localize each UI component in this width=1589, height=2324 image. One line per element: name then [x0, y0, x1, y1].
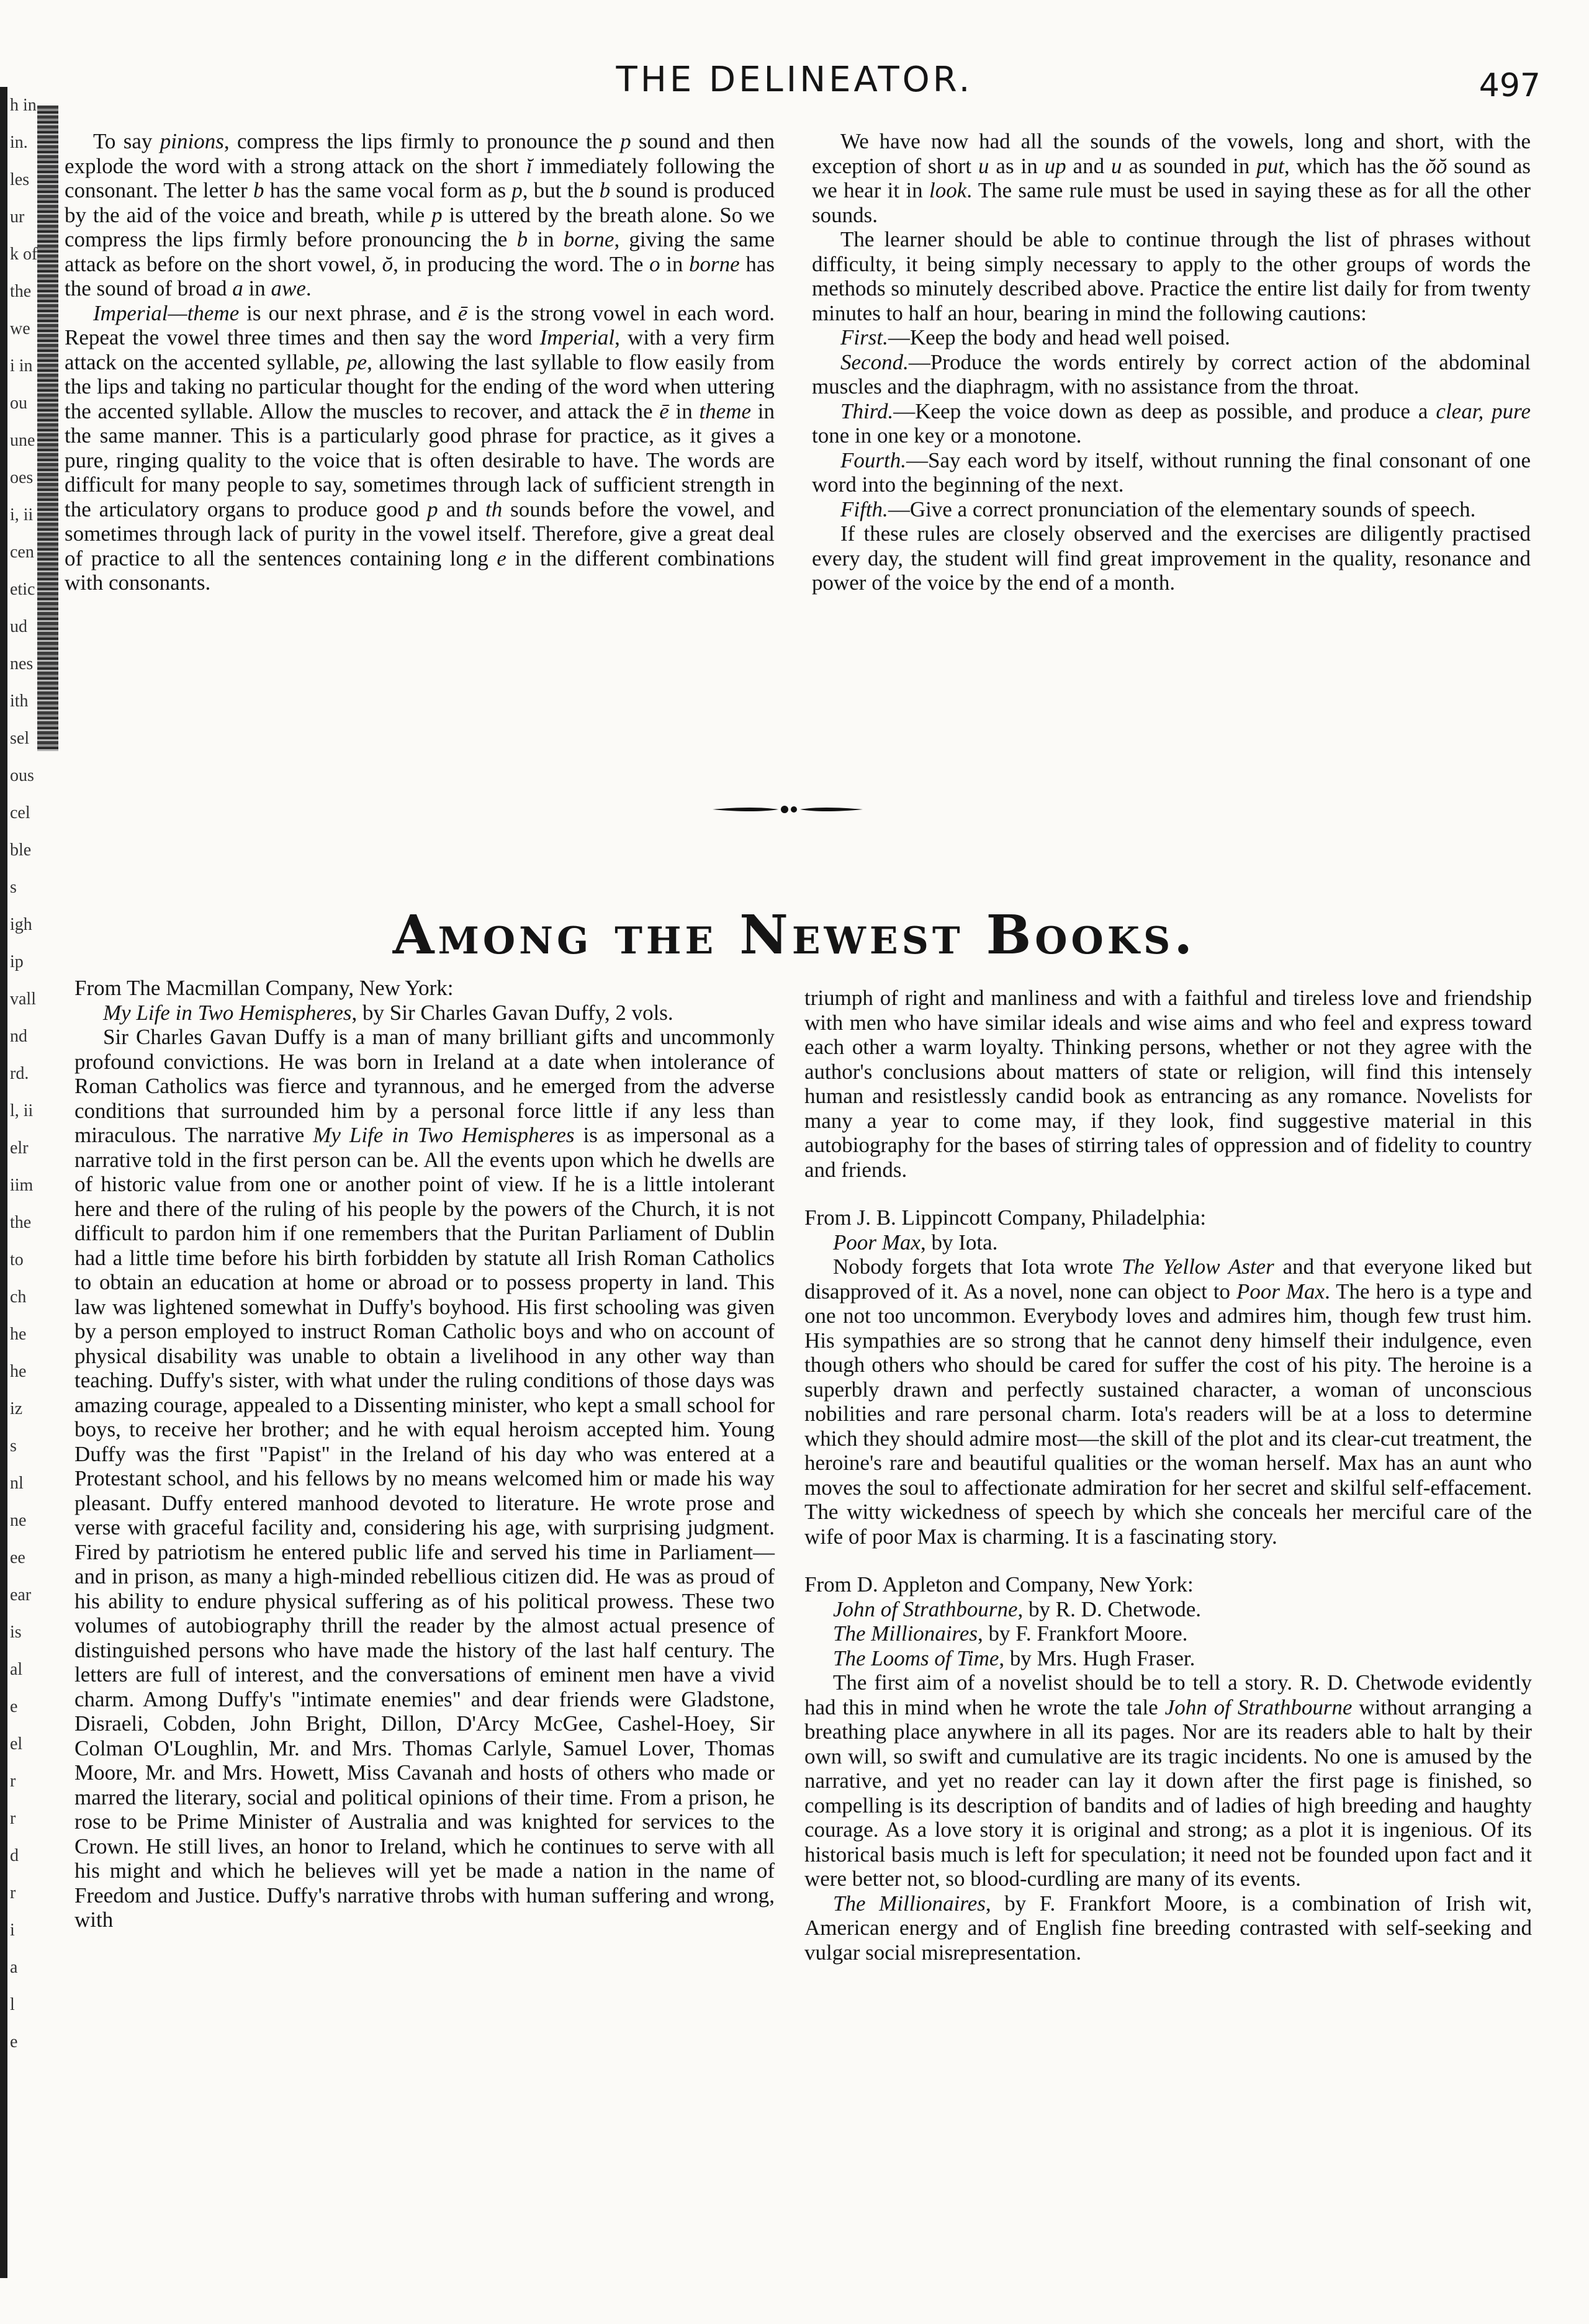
article-paragraph: The learner should be able to continue through the list of phrases without difficulty, it being simply necessary to apply to the other groups of words the methods so minutely described above. Practice the entire list daily for from twenty minutes to half an hour, bearing in mind the following cautions:	[812, 227, 1531, 325]
italic-text: The Yellow Aster	[1122, 1254, 1274, 1279]
section-heading: Among the Newest Books.	[392, 903, 1197, 966]
fragment-text: oes	[10, 468, 34, 487]
italic-text: Poor Max	[833, 1230, 921, 1254]
fragment-text: rd.	[10, 1064, 29, 1083]
book-title-line: My Life in Two Hemispheres, by Sir Charles Gavan Duffy, 2 vols.	[103, 1000, 673, 1025]
italic-text: ĭ	[526, 153, 533, 178]
voice-article-column-right	[812, 129, 1531, 595]
fragment-text: ble	[10, 840, 32, 860]
fragment-text: the	[10, 1213, 32, 1232]
fragment-text: he	[10, 1325, 27, 1344]
italic-text: pe	[346, 349, 367, 374]
article-paragraph: We have now had all the sounds of the vowels, long and short, with the exception of short u as in up and u as sounded in put, which has the ŏŏ sound as we hear it in look. The same rule must be used in saying these as for all the other sounds.	[812, 129, 1531, 227]
fragment-text: l, ii	[10, 1101, 34, 1120]
italic-text: Fourth.	[840, 448, 906, 472]
italic-text: awe	[271, 276, 306, 300]
fragment-text: sel	[10, 729, 30, 748]
article-paragraphs	[812, 129, 1531, 595]
italic-text: up	[1044, 153, 1066, 178]
italic-text: b	[599, 178, 611, 202]
publisher-line: From J. B. Lippincott Company, Philadelphia:	[804, 1205, 1207, 1230]
magazine-title: THE DELINEATOR.	[616, 60, 973, 100]
voice-article-column-left	[65, 129, 775, 595]
fragment-text: i	[10, 1921, 15, 1940]
fragment-text: the	[10, 282, 32, 301]
fragment-text: al	[10, 1660, 23, 1679]
italic-text: My Life in Two Hemispheres	[313, 1123, 575, 1147]
review-paragraph: Sir Charles Gavan Duffy is a man of many brilliant gifts and uncommonly profound convictions. He was born in Ireland at a date when intolerance of Roman Catholics was fierce and tyrannous, and he emerged from the adverse conditions that surrounded him by a personal force little if any less than miraculous. The narrative My Life in Two Hemispheres is as impersonal as a narrative told in the first person can be. All the events upon which he dwells are of historic value from one or another point of view. If he is a little intolerant here and there of the ruling of his people by the powers of the Church, it is not difficult to pardon him if one remembers that the Puritan Parliament of Dublin had a little time before his birth forbidden by statute all Irish Roman Catholics to obtain an education at home or abroad or to possess property in land. This law was lightened somewhat in Duffy's boyhood. His first schooling was given by a person employed to instruct Roman Catholic boys and who on account of physical disability was unable to obtain a livelihood in any other way than teaching. Duffy's sister, with what under the ruling conditions of those days was amazing courage, appealed to a Dissenting minister, who kept a small school for boys, to receive her brother; and he with equal heroism accepted him. Young Duffy was the first "Papist" in the Ireland of his day who was entered at a Protestant school, and his fellows by no means welcomed him or made his way pleasant. Duffy entered manhood devoted to literature. He wrote prose and verse with graceful facility and, considering his age, with surprising judgment. Fired by patriotism he entered public life and served his time in Parliament—and in prison, as many a high-minded rebellious citizen did. He was as proud of his ability to endure physical suffering as of his political prowess. These two volumes of autobiography thrill the reader by the almost actual presence of distinguished persons who have made the history of the last half century. The letters are full of interest, and the conversations of eminent men have a vivid charm. Among Duffy's "intimate enemies" and dear friends were Gladstone, Disraeli, Cobden, John Bright, Dillon, D'Arcy McGee, Cashel-Hoey, Sir Colman O'Loughlin, Mr. and Mrs. Thomas Carlyle, Samuel Lover, Thomas Moore, Mr. and Mrs. Howett, Miss Cavanah and hosts of others who made or marred the literary, social and political opinions of their time. From a prison, he rose to be Prime Minister of Australia and was knighted for services to the Crown. He still lives, an honor to Ireland, which he continues to serve with all his might and which he believes will yet be made a nation in the name of Freedom and Justice. Duffy's narrative throbs with human suffering and wrong, with	[74, 1025, 775, 1932]
fragment-text: igh	[10, 915, 32, 934]
article-paragraph: If these rules are closely observed and the exercises are diligently practised every day, the student will find great improvement in the quality, resonance and power of the voice by the end of a month.	[812, 521, 1531, 595]
review-paragraph: The Millionaires, by F. Frankfort Moore, is a combination of Irish wit, American energy and of English fine breeding contrasted with self-seeking and vulgar social misrepresentation.	[804, 1891, 1532, 1965]
article-paragraph: Fifth.—Give a correct pronunciation of the elementary sounds of speech.	[840, 497, 1476, 521]
italic-text: e	[497, 546, 506, 570]
fragment-text: ith	[10, 691, 29, 711]
fragment-text: k of	[10, 245, 38, 264]
article-paragraphs	[65, 129, 775, 595]
fragment-text: etic	[10, 580, 35, 599]
book-title-line: The Millionaires, by F. Frankfort Moore.	[833, 1621, 1188, 1646]
article-paragraph: Third.—Keep the voice down as deep as possible, and produce a clear, pure tone in one key or a monotone.	[812, 399, 1531, 448]
italic-text: ē	[457, 300, 468, 325]
fragment-text: he	[10, 1362, 27, 1381]
book-title-line: Poor Max, by Iota.	[833, 1230, 998, 1254]
book-reviews-column-right	[804, 986, 1532, 1965]
fragment-text: d	[10, 1846, 19, 1865]
article-paragraph: Imperial—theme is our next phrase, and ē is the strong vowel in each word. Repeat the vowel three times and then say the word Imperial, with a very firm attack on the accented syllable, pe, allowing the last syllable to flow easily from the lips and taking no particular thought for the ending of the word when uttering the accented syllable. Allow the muscles to recover, and attack the ē in theme in the same manner. This is a particularly good phrase for practice, as it gives a pure, ringing quality to the voice that is often desirable to have. The words are difficult for many people to say, sometimes through lack of sufficient strength in the articulatory organs to produce good p and th sounds before the vowel, and sometimes through lack of purity in the vowel itself. Therefore, give a great deal of practice to all the sentences containing long e in the different combinations with consonants.	[65, 300, 775, 595]
italic-text: u	[978, 153, 989, 178]
fragment-text: vall	[10, 989, 36, 1009]
fragment-text: e	[10, 2032, 18, 2052]
italic-text: p	[511, 178, 523, 202]
italic-text: b	[516, 227, 528, 251]
italic-text: a	[232, 276, 243, 300]
fragment-text: iim	[10, 1176, 34, 1195]
fragment-text: une	[10, 431, 35, 450]
fragment-text: e	[10, 1697, 18, 1716]
italic-text: Second.	[840, 349, 909, 374]
fragment-text: ear	[10, 1585, 32, 1605]
italic-text: ē	[659, 399, 669, 423]
book-title-line: John of Strathbourne, by R. D. Chetwode.	[833, 1597, 1202, 1621]
fragment-text: nes	[10, 654, 34, 673]
fragment-text: el	[10, 1734, 23, 1754]
fragment-text: ne	[10, 1511, 27, 1530]
italic-text: Fifth.	[840, 497, 888, 521]
article-paragraph: Second.—Produce the words entirely by correct action of the abdominal muscles and the diaphragm, with no assistance from the throat.	[812, 349, 1531, 399]
fragment-text: ud	[10, 617, 27, 636]
page-number: 497	[1479, 67, 1541, 104]
publisher-line: From D. Appleton and Company, New York:	[804, 1572, 1194, 1597]
review-paragraph: Nobody forgets that Iota wrote The Yellow Aster and that everyone liked but disapproved of it. As a novel, none can object to Poor Max. The hero is a type and one not too uncommon. Everybody loves and admires him, though few trust him. His sympathies are so strong that he cannot deny himself their indulgence, even though others who should be cared for suffer the cost of his pity. The heroine is a superbly drawn and perfectly sustained character, a woman of unconscious nobilities and rare personal charm. Iota's readers will be at a loss to determine which they should admire most—the skill of the plot and its clear-cut treatment, the heroine's rare and beautiful qualities or the woman herself. Max has an aunt who moves the soul to affectionate admiration for her secret and skilful self-effacement. The witty wickedness of speech by which she conceals her merciful care of the wife of poor Max is charming. It is a fascinating story.	[804, 1254, 1533, 1549]
article-paragraph: To say pinions, compress the lips firmly to pronounce the p sound and then explode the word with a strong attack on the short ĭ immediately following the consonant. The letter b has the same vocal form as p, but the b sound is produced by the aid of the voice and breath, while p is uttered by the breath alone. So we compress the lips firmly before pronouncing the b in borne, giving the same attack as before on the short vowel, ŏ, in producing the word. The o in borne has the sound of broad a in awe.	[65, 129, 775, 300]
italic-text: o	[649, 251, 660, 276]
italic-text: p	[620, 129, 631, 153]
fragment-text: is	[10, 1623, 22, 1642]
article-paragraph: First.—Keep the body and head well poised.	[840, 325, 1230, 349]
italic-text: th	[485, 497, 503, 521]
fragment-text: ch	[10, 1287, 27, 1307]
fragment-text: s	[10, 1436, 17, 1456]
fragment-text: r	[10, 1883, 16, 1903]
italic-text: ŏ	[382, 251, 394, 276]
italic-text: p	[431, 202, 443, 227]
review-continuation: triumph of right and manliness and with a faithful and tireless love and friendship with men who have similar ideals and wise aims and who feel and express toward each other a warm loyalty. Thinking persons, whether or not they agree with the author's conclusions about matters of state or religion, will find this intensely human and resistlessly candid book as entrancing as any romance. Novelists for many a year to come may, if they look, find suggestive material in this autobiography for the bases of stirring tales of oppression and of fidelity to country and friends.	[804, 986, 1532, 1182]
italic-text: Third.	[840, 399, 894, 423]
fragment-text: ur	[10, 207, 25, 227]
italic-text: borne	[689, 251, 740, 276]
italic-text: put	[1256, 153, 1284, 178]
fragment-text: cen	[10, 543, 34, 562]
italic-text: Imperial—theme	[93, 300, 240, 325]
review-paragraph: The first aim of a novelist should be to tell a story. R. D. Chetwode evidently had this in mind when he wrote the tale John of Strathbourne without arranging a breathing place anywhere in all its pages. Nor are its readers able to halt by their own will, so swift and cumulative are its tragic incidents. No one is amused by the narrative, and yet no reader can lay it down after the first page is finished, so compelling is its description of bandits and of ladies of high breeding and haughty courage. As a love story it is original and strong; as a plot it is ingenious. Of its historical basis much is left for speculation; it need not be founded upon fact and it were better not, so blood-curdling are many of its events.	[804, 1670, 1532, 1891]
gutter-shadow	[37, 106, 58, 751]
italic-text: borne	[563, 227, 614, 251]
publisher-line: From The Macmillan Company, New York:	[74, 976, 454, 1000]
italic-text: b	[253, 178, 264, 202]
italic-text: First.	[840, 325, 888, 349]
fragment-text: elr	[10, 1138, 29, 1158]
fragment-text: l	[10, 1995, 15, 2014]
italic-text: The Millionaires	[833, 1891, 986, 1916]
italic-text: The Looms of Time	[833, 1646, 999, 1670]
fragment-text: r	[10, 1772, 16, 1791]
review-paragraphs	[804, 1670, 1532, 1965]
fragment-text: i in	[10, 356, 33, 376]
fragment-text: a	[10, 1958, 18, 1977]
italic-text: theme	[699, 399, 752, 423]
article-paragraph: Fourth.—Say each word by itself, without running the final consonant of one word into the beginning of the next.	[812, 448, 1531, 497]
fragment-text: ee	[10, 1548, 25, 1567]
fragment-text: les	[10, 170, 30, 189]
book-title-line: The Looms of Time, by Mrs. Hugh Fraser.	[833, 1646, 1195, 1670]
italic-text: look	[929, 178, 967, 202]
bound-page-spine	[0, 0, 59, 2324]
book-reviews-column-left	[74, 976, 775, 1932]
fragment-text: ip	[10, 952, 24, 971]
italic-text: u	[1111, 153, 1122, 178]
italic-text: p	[427, 497, 438, 521]
italic-text: John of Strathbourne	[833, 1597, 1018, 1621]
fragment-text: in.	[10, 133, 28, 152]
fragment-text: i, ii	[10, 505, 34, 525]
italic-text: clear, pure	[1436, 399, 1531, 423]
fragment-text: r	[10, 1809, 16, 1828]
fragment-text: s	[10, 878, 17, 897]
italic-text: John of Strathbourne	[1164, 1695, 1353, 1719]
fragment-text: h in	[10, 96, 37, 115]
review-paragraphs	[74, 1025, 775, 1932]
fragment-text: nl	[10, 1474, 24, 1493]
fragment-text: cel	[10, 803, 30, 822]
fragment-text: nd	[10, 1027, 27, 1046]
book-title-list	[804, 1597, 1532, 1671]
fragment-text: iz	[10, 1399, 23, 1418]
italic-text: Imperial	[539, 325, 615, 349]
italic-text: My Life in Two Hemispheres	[103, 1000, 352, 1025]
italic-text: The Millionaires	[833, 1621, 978, 1646]
italic-text: Poor Max	[1236, 1279, 1325, 1304]
italic-text: ŏŏ	[1425, 153, 1447, 178]
section-divider-ornament	[710, 802, 865, 817]
fragment-text: we	[10, 319, 30, 338]
fragment-text: ous	[10, 766, 34, 785]
italic-text: pinions	[160, 129, 224, 153]
spine-dark-edge	[0, 87, 7, 2278]
fragment-text: ou	[10, 394, 27, 413]
fragment-text: to	[10, 1250, 24, 1269]
